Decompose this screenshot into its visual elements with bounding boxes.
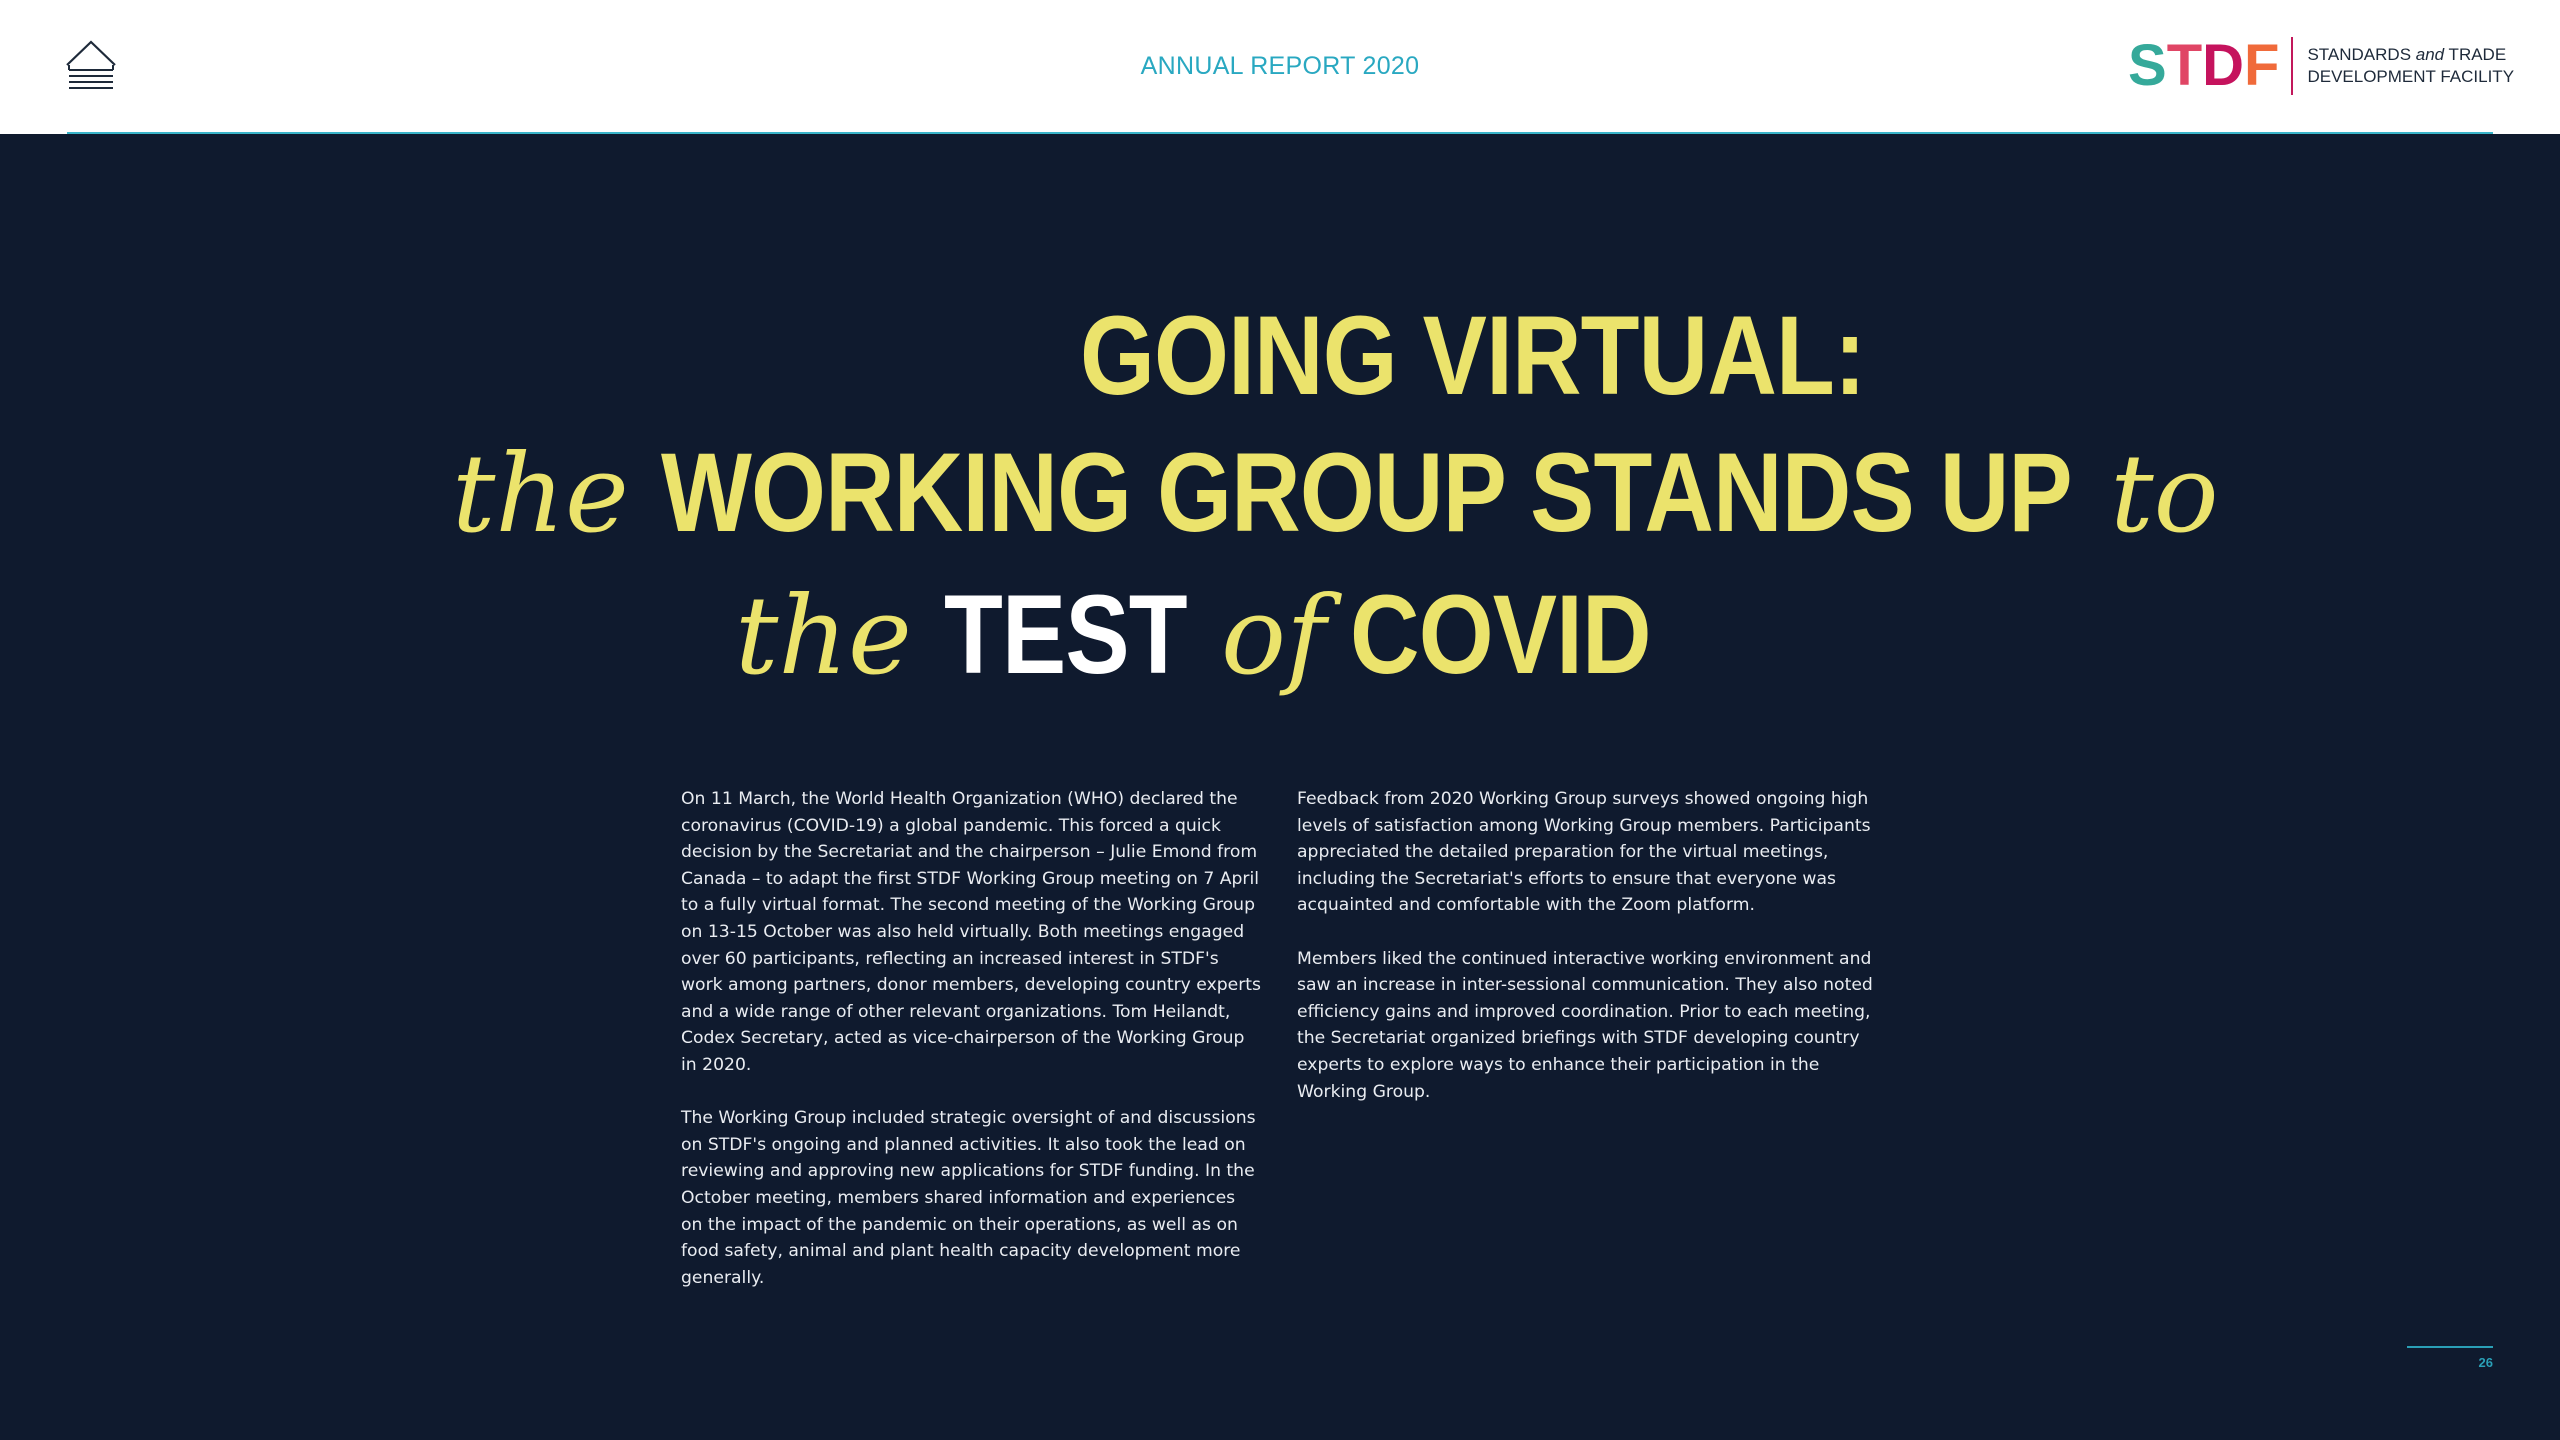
stdf-logo[interactable] — [2128, 33, 2515, 98]
headline-the: the — [452, 432, 629, 557]
paragraph: Feedback from 2020 Working Group surveys showed ongoing high levels of satisfaction among Working Group members. Participants appreciated the detailed preparation for the virtual meetings, including the Secretariat's efforts to ensure that everyone was acquainted and comfortable with the Zoom platform. — [1297, 789, 1871, 916]
paragraph: Members liked the continued interactive working environment and saw an increase in inter-sessional communication. They also noted efficiency gains and improved coordination. Prior to each meeting, the Secretariat organized briefings with STDF developing country experts to explore ways to enhance their participation in the Working Group. — [1297, 948, 1873, 1102]
headline-line-2 — [452, 430, 2219, 557]
paragraph: On 11 March, the World Health Organization (WHO) declared the coronavirus (COVID-19) a global pandemic. This forced a quick decision by the Secretariat and the chairperson – Julie Emond from Canada – to adapt the first STDF Working Group meeting on 7 April to a fully virtual format. The second meeting of the Working Group on 13-15 October was also held virtually. Both meetings engaged over 60 participants, reflecting an increased interest in STDF's work among partners, donor members, developing country experts and a wide range of other relevant organizations. Tom Heilandt, Codex Secretary, acted as vice-chairperson of the Working Group in 2020. — [681, 789, 1261, 1075]
logo-mark — [2128, 33, 2280, 98]
logo-divider — [2291, 37, 2293, 95]
headline-line-1 — [1080, 293, 1993, 418]
headline-line-3 — [735, 572, 1700, 699]
logo-wordmark — [2307, 44, 2514, 88]
headline-working-group: WORKING GROUP STANDS UP — [661, 430, 2073, 555]
page-number-rule — [2407, 1346, 2493, 1348]
logo-letter-t: T — [2166, 33, 2203, 98]
logo-letter-d: D — [2202, 33, 2245, 98]
report-title: ANNUAL REPORT 2020 — [1140, 52, 1420, 80]
page-header — [0, 0, 2560, 133]
headline — [0, 134, 2560, 834]
logo-line-1: STANDARDS and TRADE — [2307, 45, 2507, 64]
headline-the-2: the — [735, 574, 912, 699]
headline-going-virtual: GOING VIRTUAL: — [1080, 293, 1866, 418]
content-area — [0, 134, 2560, 1440]
logo-letter-f: F — [2244, 33, 2280, 98]
body-column-left — [681, 786, 1261, 1318]
logo-line-2: DEVELOPMENT FACILITY — [2307, 67, 2515, 86]
logo-letter-s: S — [2128, 33, 2167, 98]
headline-to: to — [2110, 432, 2219, 557]
headline-of: of — [1221, 574, 1327, 699]
page-number: 26 — [2478, 1355, 2493, 1370]
body-column-right — [1297, 786, 1877, 1132]
headline-test: TEST — [944, 572, 1188, 697]
headline-covid: COVID — [1350, 572, 1652, 697]
paragraph: The Working Group included strategic oversight of and discussions on STDF's ongoing and planned activities. It also took the lead on reviewing and approving new applications for STDF funding. In the October meeting, members shared information and experiences on the impact of the pandemic on their operations, as well as on food safety, animal and plant health capacity development more generally. — [681, 1108, 1256, 1288]
